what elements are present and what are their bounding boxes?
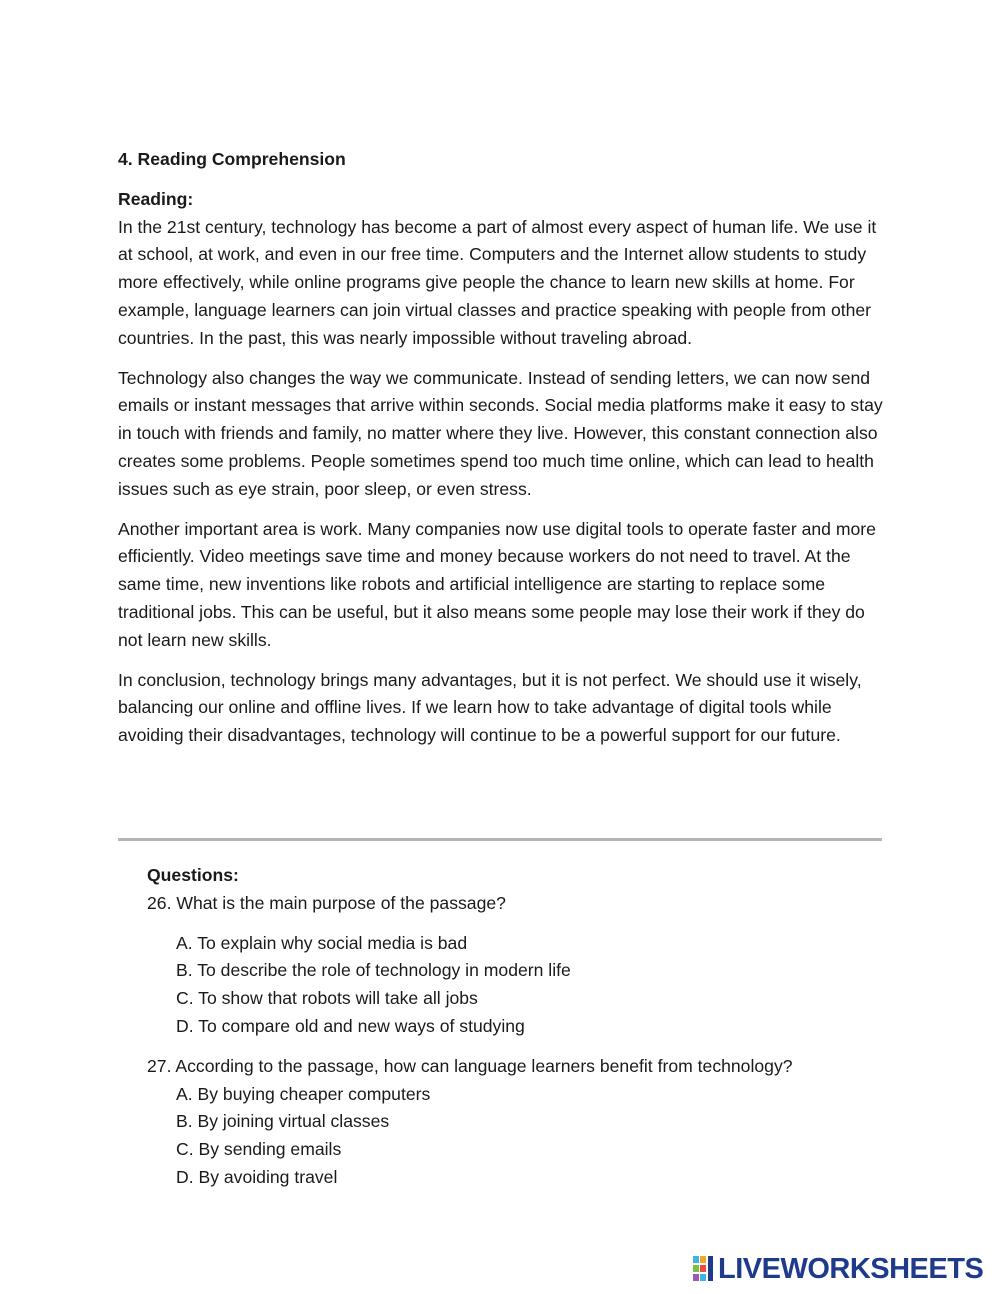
questions-label: Questions:: [147, 865, 239, 885]
question-stem: 27. According to the passage, how can language learners benefit from technology?: [147, 1055, 793, 1076]
reading-paragraph-3: Another important area is work. Many companies now use digital tools to operate faster and more efficiently. Video meetings save time and money because workers do not need to travel. At the same time, new inventions like robots and artificial intelligence are starting to replace some traditional jobs. This can be useful, but it also means some people may lose their work if they do not learn new skills.: [118, 518, 876, 650]
question-27: [147, 1053, 867, 1192]
reading-paragraph-1: In the 21st century, technology has become a part of almost every aspect of human life. We use it at school, at work, and even in our free time. Computers and the Internet allow students to study more effectively, while online programs give people the chance to learn new skills at home. For example, language learners can join virtual classes and practice speaking with people from other countries. In the past, this was nearly impossible without traveling abroad.: [118, 216, 877, 348]
section-divider: [118, 838, 882, 841]
liveworksheets-logo[interactable]: [693, 1254, 983, 1284]
answer-option-d[interactable]: D. By avoiding travel: [176, 1166, 338, 1187]
question-stem: 26. What is the main purpose of the passage?: [147, 892, 506, 913]
liveworksheets-logo-icon: [693, 1256, 715, 1282]
logo-text: LIVEWORKSHEETS: [718, 1253, 984, 1285]
answer-option-a[interactable]: A. By buying cheaper computers: [176, 1083, 431, 1104]
answer-options: [147, 930, 867, 1041]
answer-option-d[interactable]: D. To compare old and new ways of studying: [176, 1015, 525, 1036]
answer-option-a[interactable]: A. To explain why social media is bad: [176, 932, 468, 953]
answer-option-b[interactable]: B. By joining virtual classes: [176, 1111, 390, 1132]
question-26: [147, 890, 867, 1041]
answer-option-c[interactable]: C. By sending emails: [176, 1139, 342, 1160]
section-title: 4. Reading Comprehension: [118, 149, 346, 169]
answer-options: [147, 1081, 867, 1192]
reading-paragraph-2: Technology also changes the way we communicate. Instead of sending letters, we can now send emails or instant messages that arrive within seconds. Social media platforms make it easy to stay in touch with friends and family, no matter where they live. However, this constant connection also creates some problems. People sometimes spend too much time online, which can lead to health issues such as eye strain, poor sleep, or even stress.: [118, 367, 883, 499]
questions-section: [147, 862, 867, 1204]
reading-label: Reading:: [118, 188, 194, 209]
reading-paragraph-4: In conclusion, technology brings many advantages, but it is not perfect. We should use it wisely, balancing our online and offline lives. If we learn how to take advantage of digital tools while avoiding their disadvantages, technology will continue to be a powerful support for our future.: [118, 669, 862, 746]
answer-option-b[interactable]: B. To describe the role of technology in modern life: [176, 960, 571, 981]
answer-option-c[interactable]: C. To show that robots will take all jobs: [176, 988, 478, 1009]
reading-section: [118, 146, 884, 762]
